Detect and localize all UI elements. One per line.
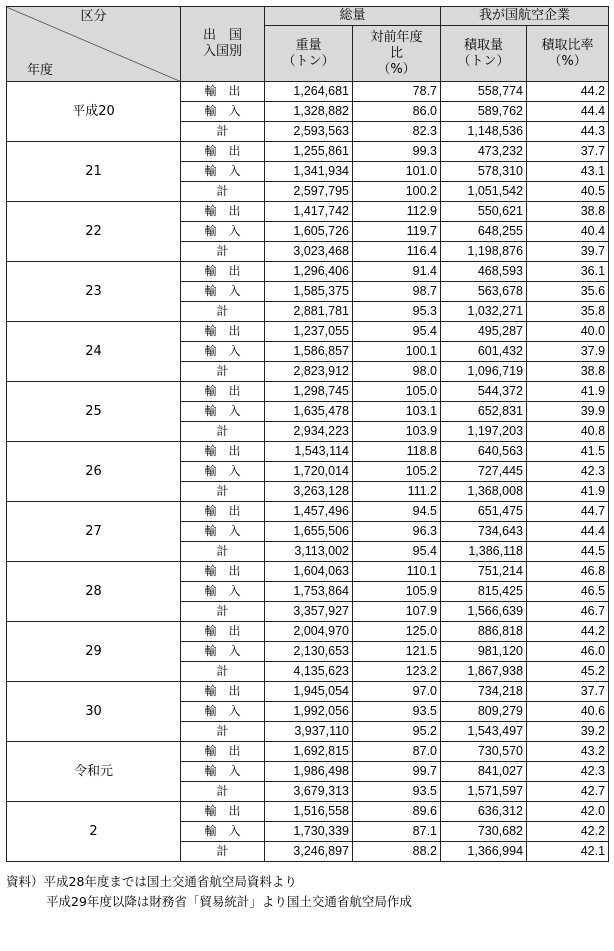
share-cell: 43.2 <box>527 742 609 762</box>
yoy-cell: 87.1 <box>353 822 441 842</box>
direction-cell-total: 計 <box>181 422 265 442</box>
share-cell: 46.0 <box>527 642 609 662</box>
direction-cell-import: 輸 入 <box>181 582 265 602</box>
share-cell: 40.4 <box>527 222 609 242</box>
yoy-cell: 93.5 <box>353 702 441 722</box>
yoy-cell: 111.2 <box>353 482 441 502</box>
loaded-cell: 652,831 <box>441 402 527 422</box>
weight-cell: 1,730,339 <box>265 822 353 842</box>
share-header-line2: （%） <box>548 53 587 69</box>
year-cell: 25 <box>7 382 181 442</box>
loaded-cell: 468,593 <box>441 262 527 282</box>
share-cell: 40.6 <box>527 702 609 722</box>
loaded-cell: 1,366,994 <box>441 842 527 862</box>
direction-cell-export: 輸 出 <box>181 682 265 702</box>
yoy-cell: 95.2 <box>353 722 441 742</box>
yoy-cell: 119.7 <box>353 222 441 242</box>
year-cell: 26 <box>7 442 181 502</box>
direction-cell-import: 輸 入 <box>181 822 265 842</box>
year-cell: 27 <box>7 502 181 562</box>
loaded-cell: 563,678 <box>441 282 527 302</box>
source-note-line1: 資料）平成28年度までは国土交通省航空局資料より <box>6 874 297 889</box>
loaded-cell: 636,312 <box>441 802 527 822</box>
loaded-cell: 815,425 <box>441 582 527 602</box>
direction-cell-export: 輸 出 <box>181 802 265 822</box>
direction-cell-total: 計 <box>181 602 265 622</box>
direction-cell-total: 計 <box>181 242 265 262</box>
direction-cell-export: 輸 出 <box>181 622 265 642</box>
table-row <box>7 802 609 822</box>
loaded-cell: 601,432 <box>441 342 527 362</box>
weight-cell: 1,655,506 <box>265 522 353 542</box>
loaded-cell: 841,027 <box>441 762 527 782</box>
loaded-cell: 1,198,876 <box>441 242 527 262</box>
yoy-cell: 121.5 <box>353 642 441 662</box>
direction-cell-export: 輸 出 <box>181 562 265 582</box>
yoy-cell: 96.3 <box>353 522 441 542</box>
direction-cell-total: 計 <box>181 782 265 802</box>
table-row <box>7 622 609 642</box>
direction-cell-import: 輸 入 <box>181 222 265 242</box>
weight-cell: 1,605,726 <box>265 222 353 242</box>
year-cell: 30 <box>7 682 181 742</box>
direction-cell-import: 輸 入 <box>181 462 265 482</box>
loaded-cell: 751,214 <box>441 562 527 582</box>
direction-cell-total: 計 <box>181 542 265 562</box>
yoy-cell: 123.2 <box>353 662 441 682</box>
loaded-cell: 1,571,597 <box>441 782 527 802</box>
weight-cell: 3,679,313 <box>265 782 353 802</box>
direction-header <box>181 7 265 82</box>
direction-header-line2: 入国別 <box>202 44 242 59</box>
loaded-cell: 558,774 <box>441 82 527 102</box>
table-row <box>7 202 609 222</box>
share-cell: 39.2 <box>527 722 609 742</box>
yoy-cell: 86.0 <box>353 102 441 122</box>
weight-cell: 3,023,468 <box>265 242 353 262</box>
share-cell: 44.5 <box>527 542 609 562</box>
direction-cell-export: 輸 出 <box>181 502 265 522</box>
weight-cell: 1,237,055 <box>265 322 353 342</box>
weight-cell: 1,635,478 <box>265 402 353 422</box>
weight-cell: 3,113,002 <box>265 542 353 562</box>
weight-cell: 1,296,406 <box>265 262 353 282</box>
year-cell: 23 <box>7 262 181 322</box>
yoy-cell: 94.5 <box>353 502 441 522</box>
yoy-cell: 116.4 <box>353 242 441 262</box>
share-cell: 36.1 <box>527 262 609 282</box>
cargo-table-container <box>6 6 608 912</box>
year-cell: 28 <box>7 562 181 622</box>
share-cell: 42.1 <box>527 842 609 862</box>
table-row <box>7 682 609 702</box>
loaded-cell: 1,032,271 <box>441 302 527 322</box>
share-cell: 42.3 <box>527 762 609 782</box>
loaded-cell: 640,563 <box>441 442 527 462</box>
direction-cell-total: 計 <box>181 182 265 202</box>
japan-airlines-group-header: 我が国航空企業 <box>441 7 609 26</box>
yoy-cell: 125.0 <box>353 622 441 642</box>
weight-cell: 1,457,496 <box>265 502 353 522</box>
loaded-cell: 550,621 <box>441 202 527 222</box>
direction-cell-import: 輸 入 <box>181 102 265 122</box>
share-header <box>527 26 609 82</box>
direction-cell-export: 輸 出 <box>181 442 265 462</box>
yoy-cell: 78.7 <box>353 82 441 102</box>
loaded-header <box>441 26 527 82</box>
yoy-cell: 105.0 <box>353 382 441 402</box>
loaded-cell: 1,051,542 <box>441 182 527 202</box>
category-label: 区分 <box>80 9 107 24</box>
direction-cell-import: 輸 入 <box>181 522 265 542</box>
yoy-cell: 88.2 <box>353 842 441 862</box>
yoy-cell: 95.4 <box>353 322 441 342</box>
share-cell: 41.5 <box>527 442 609 462</box>
year-cell: 24 <box>7 322 181 382</box>
year-cell: 平成20 <box>7 82 181 142</box>
loaded-cell: 734,643 <box>441 522 527 542</box>
yoy-cell: 105.2 <box>353 462 441 482</box>
yoy-cell: 107.9 <box>353 602 441 622</box>
share-cell: 38.8 <box>527 362 609 382</box>
share-cell: 40.0 <box>527 322 609 342</box>
share-header-line1: 積取比率 <box>541 37 594 53</box>
loaded-header-line1: 積取量 <box>464 37 504 53</box>
share-cell: 39.7 <box>527 242 609 262</box>
direction-cell-export: 輸 出 <box>181 202 265 222</box>
share-cell: 40.5 <box>527 182 609 202</box>
yoy-cell: 101.0 <box>353 162 441 182</box>
year-label: 年度 <box>27 63 54 78</box>
loaded-cell: 1,566,639 <box>441 602 527 622</box>
weight-cell: 3,357,927 <box>265 602 353 622</box>
weight-cell: 2,881,781 <box>265 302 353 322</box>
direction-cell-total: 計 <box>181 362 265 382</box>
share-cell: 42.3 <box>527 462 609 482</box>
share-cell: 39.9 <box>527 402 609 422</box>
table-row <box>7 262 609 282</box>
loaded-cell: 648,255 <box>441 222 527 242</box>
weight-cell: 1,328,882 <box>265 102 353 122</box>
weight-cell: 1,298,745 <box>265 382 353 402</box>
share-cell: 40.8 <box>527 422 609 442</box>
weight-cell: 3,246,897 <box>265 842 353 862</box>
weight-cell: 1,417,742 <box>265 202 353 222</box>
share-cell: 42.0 <box>527 802 609 822</box>
yoy-cell: 110.1 <box>353 562 441 582</box>
weight-cell: 1,516,558 <box>265 802 353 822</box>
loaded-cell: 1,386,118 <box>441 542 527 562</box>
table-header <box>7 7 609 82</box>
yoy-cell: 100.2 <box>353 182 441 202</box>
corner-header-cell <box>7 7 181 82</box>
weight-cell: 1,543,114 <box>265 442 353 462</box>
loaded-cell: 1,148,536 <box>441 122 527 142</box>
loaded-cell: 1,197,203 <box>441 422 527 442</box>
share-cell: 37.7 <box>527 682 609 702</box>
direction-cell-total: 計 <box>181 662 265 682</box>
share-cell: 44.3 <box>527 122 609 142</box>
share-cell: 44.7 <box>527 502 609 522</box>
weight-cell: 1,753,864 <box>265 582 353 602</box>
table-row <box>7 82 609 102</box>
year-cell: 2 <box>7 802 181 862</box>
direction-cell-import: 輸 入 <box>181 642 265 662</box>
share-cell: 44.4 <box>527 102 609 122</box>
loaded-cell: 809,279 <box>441 702 527 722</box>
yoy-cell: 87.0 <box>353 742 441 762</box>
table-row <box>7 562 609 582</box>
loaded-cell: 1,096,719 <box>441 362 527 382</box>
loaded-cell: 473,232 <box>441 142 527 162</box>
direction-cell-export: 輸 出 <box>181 142 265 162</box>
loaded-cell: 544,372 <box>441 382 527 402</box>
weight-cell: 1,986,498 <box>265 762 353 782</box>
share-cell: 43.1 <box>527 162 609 182</box>
yoy-cell: 103.1 <box>353 402 441 422</box>
yoy-cell: 91.4 <box>353 262 441 282</box>
loaded-cell: 886,818 <box>441 622 527 642</box>
source-notes <box>6 872 608 912</box>
yoy-cell: 112.9 <box>353 202 441 222</box>
direction-cell-import: 輸 入 <box>181 342 265 362</box>
yoy-cell: 100.1 <box>353 342 441 362</box>
weight-cell: 1,341,934 <box>265 162 353 182</box>
table-row <box>7 742 609 762</box>
weight-header <box>265 26 353 82</box>
direction-cell-export: 輸 出 <box>181 742 265 762</box>
yoy-cell: 99.7 <box>353 762 441 782</box>
table-body <box>7 82 609 862</box>
yoy-cell: 97.0 <box>353 682 441 702</box>
share-cell: 46.7 <box>527 602 609 622</box>
direction-header-line1: 出 国 <box>202 28 242 43</box>
direction-cell-total: 計 <box>181 122 265 142</box>
weight-cell: 2,934,223 <box>265 422 353 442</box>
weight-cell: 1,585,375 <box>265 282 353 302</box>
weight-cell: 2,004,970 <box>265 622 353 642</box>
loaded-cell: 730,570 <box>441 742 527 762</box>
share-cell: 46.5 <box>527 582 609 602</box>
table-row <box>7 322 609 342</box>
weight-cell: 4,135,623 <box>265 662 353 682</box>
weight-header-line1: 重量 <box>295 37 322 53</box>
year-cell: 22 <box>7 202 181 262</box>
loaded-cell: 730,682 <box>441 822 527 842</box>
yoy-cell: 98.0 <box>353 362 441 382</box>
share-cell: 41.9 <box>527 382 609 402</box>
direction-cell-import: 輸 入 <box>181 762 265 782</box>
yoy-header-line2: 比 <box>390 45 404 61</box>
loaded-cell: 981,120 <box>441 642 527 662</box>
yoy-cell: 95.4 <box>353 542 441 562</box>
weight-cell: 1,264,681 <box>265 82 353 102</box>
weight-cell: 1,692,815 <box>265 742 353 762</box>
yoy-header <box>353 26 441 82</box>
source-note-line2: 平成29年度以降は財務省「貿易統計」より国土交通省航空局作成 <box>46 894 412 909</box>
direction-cell-import: 輸 入 <box>181 162 265 182</box>
share-cell: 42.7 <box>527 782 609 802</box>
direction-cell-export: 輸 出 <box>181 262 265 282</box>
loaded-cell: 651,475 <box>441 502 527 522</box>
loaded-cell: 734,218 <box>441 682 527 702</box>
direction-cell-export: 輸 出 <box>181 382 265 402</box>
loaded-cell: 589,762 <box>441 102 527 122</box>
table-row <box>7 142 609 162</box>
yoy-cell: 82.3 <box>353 122 441 142</box>
share-cell: 44.4 <box>527 522 609 542</box>
year-cell: 29 <box>7 622 181 682</box>
weight-cell: 2,130,653 <box>265 642 353 662</box>
loaded-cell: 578,310 <box>441 162 527 182</box>
yoy-cell: 103.9 <box>353 422 441 442</box>
yoy-cell: 118.8 <box>353 442 441 462</box>
direction-cell-export: 輸 出 <box>181 322 265 342</box>
air-cargo-table <box>6 6 609 862</box>
share-cell: 38.8 <box>527 202 609 222</box>
weight-cell: 2,593,563 <box>265 122 353 142</box>
weight-cell: 2,823,912 <box>265 362 353 382</box>
share-cell: 44.2 <box>527 82 609 102</box>
yoy-cell: 95.3 <box>353 302 441 322</box>
share-cell: 35.8 <box>527 302 609 322</box>
year-cell: 21 <box>7 142 181 202</box>
weight-cell: 2,597,795 <box>265 182 353 202</box>
share-cell: 35.6 <box>527 282 609 302</box>
yoy-cell: 89.6 <box>353 802 441 822</box>
year-cell: 令和元 <box>7 742 181 802</box>
share-cell: 42.2 <box>527 822 609 842</box>
share-cell: 37.9 <box>527 342 609 362</box>
direction-cell-import: 輸 入 <box>181 402 265 422</box>
yoy-cell: 105.9 <box>353 582 441 602</box>
yoy-cell: 93.5 <box>353 782 441 802</box>
loaded-cell: 1,867,938 <box>441 662 527 682</box>
loaded-header-line2: （トン） <box>457 53 510 69</box>
loaded-cell: 1,543,497 <box>441 722 527 742</box>
table-row <box>7 442 609 462</box>
loaded-cell: 1,368,008 <box>441 482 527 502</box>
direction-cell-export: 輸 出 <box>181 82 265 102</box>
share-cell: 46.8 <box>527 562 609 582</box>
weight-cell: 3,937,110 <box>265 722 353 742</box>
share-cell: 45.2 <box>527 662 609 682</box>
direction-cell-total: 計 <box>181 302 265 322</box>
direction-cell-total: 計 <box>181 482 265 502</box>
weight-cell: 1,586,857 <box>265 342 353 362</box>
direction-cell-total: 計 <box>181 722 265 742</box>
weight-cell: 1,604,063 <box>265 562 353 582</box>
weight-cell: 3,263,128 <box>265 482 353 502</box>
yoy-header-line1: 対前年度 <box>370 29 423 45</box>
loaded-cell: 727,445 <box>441 462 527 482</box>
yoy-cell: 99.3 <box>353 142 441 162</box>
weight-cell: 1,255,861 <box>265 142 353 162</box>
weight-cell: 1,720,014 <box>265 462 353 482</box>
direction-cell-total: 計 <box>181 842 265 862</box>
weight-header-line2: （トン） <box>282 53 335 69</box>
table-row <box>7 382 609 402</box>
share-cell: 41.9 <box>527 482 609 502</box>
direction-cell-import: 輸 入 <box>181 702 265 722</box>
yoy-header-line3: （%） <box>377 61 416 77</box>
share-cell: 44.2 <box>527 622 609 642</box>
total-group-header: 総量 <box>265 7 441 26</box>
yoy-cell: 98.7 <box>353 282 441 302</box>
direction-cell-import: 輸 入 <box>181 282 265 302</box>
loaded-cell: 495,287 <box>441 322 527 342</box>
share-cell: 37.7 <box>527 142 609 162</box>
weight-cell: 1,992,056 <box>265 702 353 722</box>
table-row <box>7 502 609 522</box>
weight-cell: 1,945,054 <box>265 682 353 702</box>
